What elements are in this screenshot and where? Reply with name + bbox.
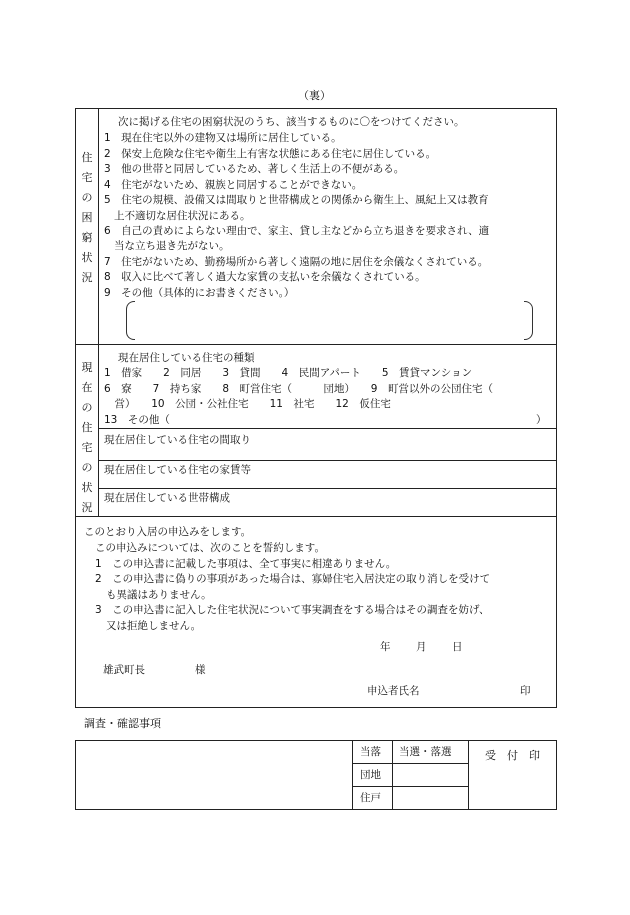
section2-divider (75, 516, 557, 517)
household-composition-field[interactable]: 現在居住している世帯構成 (104, 492, 230, 504)
label-char: の (81, 191, 93, 204)
unit-value-field[interactable] (394, 788, 466, 808)
hardship-item[interactable]: 8 収入に比べて著しく過大な家賃の支払いを余儀なくされている。 (104, 271, 426, 283)
other-detail-bracket-left (126, 301, 135, 340)
confirm-row-label: 団地 (360, 769, 381, 781)
confirm-notes-area[interactable] (78, 743, 348, 807)
label-char: 況 (81, 501, 93, 514)
housing-type-options[interactable]: 営） 10 公団・公社住宅 11 社宅 12 仮住宅 (104, 398, 391, 410)
application-statement: このとおり入居の申込みをします。 (84, 526, 252, 538)
other-detail-bracket-right (524, 301, 533, 340)
rent-field[interactable]: 現在居住している住宅の家賃等 (104, 464, 251, 476)
date-year-label[interactable]: 年 (380, 641, 391, 653)
date-day-label[interactable]: 日 (452, 641, 463, 653)
confirm-col-line (352, 740, 353, 810)
applicant-name-label: 申込者氏名 (367, 685, 420, 697)
housing-type-heading: 現在居住している住宅の種類 (118, 352, 255, 364)
hardship-item[interactable]: 5 住宅の規模、設備又は間取りと世帯構成との関係から衛生上、風紀上又は教育 (104, 194, 489, 206)
confirmation-title: 調査・確認事項 (84, 717, 161, 730)
label-char: 宅 (81, 441, 93, 454)
section2-label-divider (98, 344, 99, 516)
hardship-item[interactable]: 1 現在住宅以外の建物又は場所に居住している。 (104, 132, 342, 144)
applicant-name-field[interactable] (430, 682, 516, 700)
confirm-col-line (468, 740, 469, 810)
hardship-item[interactable]: 6 自己の責めによらない理由で、家主、貸し主などから立ち退きを要求され、適 (104, 225, 490, 237)
housing-type-other[interactable]: 13 その他（ (104, 414, 170, 426)
label-char: の (81, 401, 93, 414)
hardship-intro: 次に掲げる住宅の困窮状況のうち、該当するものに〇をつけてください。 (118, 116, 465, 128)
label-char: 住 (81, 151, 93, 164)
date-month-label[interactable]: 月 (416, 641, 427, 653)
receipt-stamp-area[interactable] (470, 765, 555, 808)
section1-label-divider (98, 108, 99, 344)
danchi-value-field[interactable] (394, 765, 466, 784)
label-char: 困 (81, 211, 93, 224)
pledge-item: 3 この申込書に記入した住宅状況について事実調査をする場合はその調査を妨げ、 (95, 604, 490, 616)
row-divider-1 (98, 428, 557, 429)
hardship-item-cont: 当な立ち退き先がない。 (114, 240, 230, 252)
pledge-item: 2 この申込書に偽りの事項があった場合は、寡婦住宅入居決定の取り消しを受けて (95, 573, 491, 585)
pledge-item: 1 この申込書に記載した事項は、全て事実に相違ありません。 (95, 558, 397, 570)
label-char: 状 (81, 481, 93, 494)
label-char: 在 (81, 381, 93, 394)
housing-type-options[interactable]: 1 借家 2 同居 3 貸間 4 民間アパート 5 賃貸マンション (104, 367, 473, 379)
page-side-label: （裏） (298, 89, 331, 102)
hardship-item[interactable]: 2 保安上危険な住宅や衛生上有害な状態にある住宅に居住している。 (104, 148, 437, 160)
floor-plan-field[interactable]: 現在居住している住宅の間取り (104, 434, 251, 446)
section1-divider (75, 344, 557, 345)
pledge-intro: この申込みについては、次のことを誓約します。 (95, 542, 325, 554)
current-housing-label (78, 358, 96, 518)
confirm-row-label: 住戸 (360, 792, 381, 804)
other-detail-field[interactable] (136, 303, 520, 336)
hardship-item[interactable]: 4 住宅がないため、親族と同居することができない。 (104, 179, 363, 191)
row-divider-3 (98, 488, 557, 489)
housing-hardship-label (78, 148, 96, 288)
seal-label: 印 (520, 685, 531, 697)
housing-type-other-close: ） (536, 414, 547, 426)
result-header: 当選・落選 (399, 746, 452, 758)
pledge-item-cont: 又は拒絶しません。 (106, 620, 202, 632)
hardship-item-other[interactable]: 9 その他（具体的にお書きください。） (104, 287, 295, 299)
confirm-row-line (352, 786, 468, 787)
confirm-row-line (352, 763, 468, 764)
hardship-item[interactable]: 3 他の世帯と同居しているため、著しく生活上の不便がある。 (104, 163, 405, 175)
label-char: 状 (81, 251, 93, 264)
addressee: 雄武町長 (103, 664, 145, 676)
label-char: 現 (81, 361, 93, 374)
hardship-item[interactable]: 7 住宅がないため、勤務場所から著しく遠隔の地に居住を余儀なくされている。 (104, 256, 489, 268)
row-divider-2 (98, 460, 557, 461)
label-char: 況 (81, 271, 93, 284)
label-char: の (81, 461, 93, 474)
hardship-item-cont: 上不適切な居住状況にある。 (114, 210, 251, 222)
confirm-row-label: 当落 (360, 746, 381, 758)
label-char: 宅 (81, 171, 93, 184)
label-char: 住 (81, 421, 93, 434)
label-char: 窮 (81, 231, 93, 244)
addressee-honorific: 様 (195, 664, 206, 676)
confirm-col-line (392, 740, 393, 810)
receipt-stamp-label: 受 付 印 (485, 749, 540, 762)
pledge-item-cont: も異議はありません。 (106, 589, 212, 601)
housing-type-options[interactable]: 6 寮 7 持ち家 8 町営住宅（ 団地） 9 町営以外の公団住宅（ (104, 383, 493, 395)
